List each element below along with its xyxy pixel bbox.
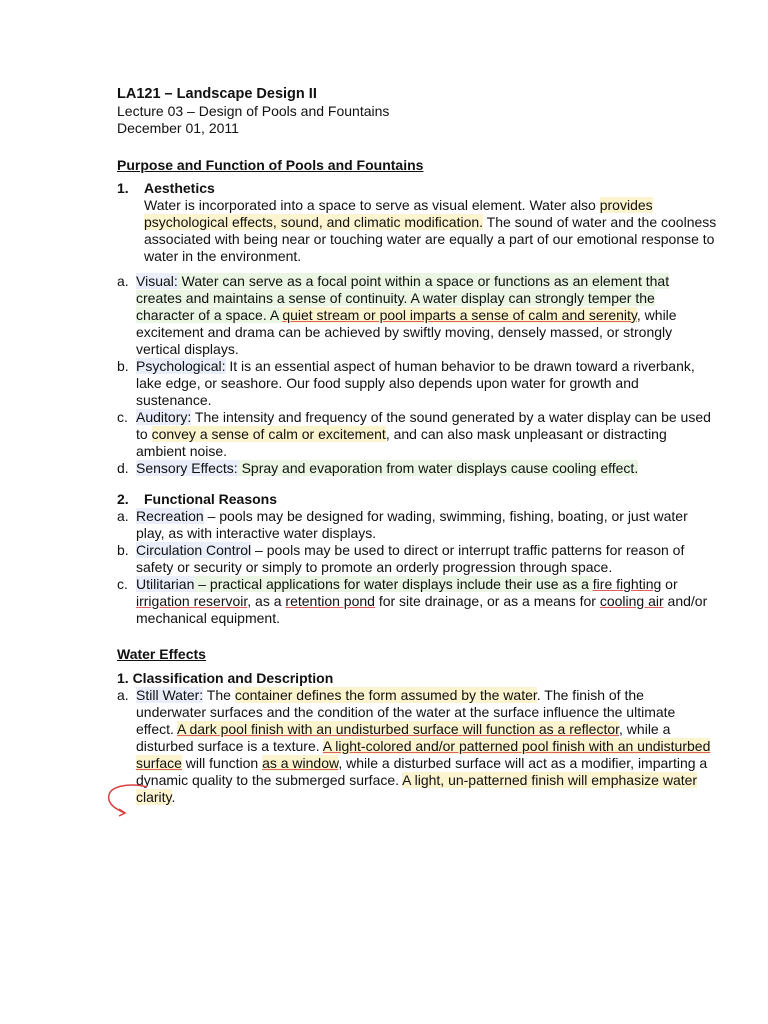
list-item-text xyxy=(136,409,717,460)
intro-text-2: The sound of water and the coolness associated with being near or touching water are equally a part of our emotional response to water in the environment. xyxy=(144,214,717,264)
term-text-2: or xyxy=(661,576,678,592)
list-item-text xyxy=(136,687,717,806)
list-item xyxy=(117,409,717,460)
term-label: Psychological: xyxy=(136,358,226,374)
item-number: 2. xyxy=(117,491,129,507)
term-text: Water can serve as a focal point within a space or functions as an element that creates and maintains a sense of continuity. A water display can strongly temper the character of a space. A xyxy=(136,273,670,323)
term-text-2: , and can also mask unpleasant or distracting ambient noise. xyxy=(136,426,667,459)
term-text: The intensity and frequency of the sound generated by a water display can be used to xyxy=(136,409,711,442)
list-marker: a. xyxy=(117,508,129,524)
underlined-term: retention pond xyxy=(285,593,375,609)
term-label: Utilitarian xyxy=(136,576,195,592)
aesthetics-list xyxy=(117,273,717,477)
list-item-text xyxy=(136,273,717,358)
list-item-text xyxy=(136,508,717,542)
term-highlight: container defines the form assumed by the water xyxy=(234,687,537,703)
underlined-term: irrigation reservoir xyxy=(136,593,248,609)
classification-list xyxy=(117,687,717,806)
intro-text: Water is incorporated into a space to serve as visual element. Water also xyxy=(144,197,600,213)
term-text: – pools may be used to direct or interrupt traffic patterns for reason of safety or security or simply to promote an orderly progression through space. xyxy=(136,542,685,575)
term-label: Sensory Effects: xyxy=(136,460,238,476)
term-highlight: A light, un-patterned finish will emphasize water clarity xyxy=(136,772,698,805)
functional-list xyxy=(117,508,717,627)
list-marker: a. xyxy=(117,687,129,703)
intro-highlight: provides psychological effects, sound, and climatic modification. xyxy=(144,197,653,230)
list-item xyxy=(117,576,717,627)
term-text: Spray and evaporation from water displays cause cooling effect. xyxy=(237,460,639,476)
list-item-text xyxy=(136,460,638,477)
term-highlight: A dark pool finish with an undisturbed surface will function as a reflector xyxy=(177,721,620,737)
list-item xyxy=(117,358,717,409)
item-number: 1. xyxy=(117,180,129,196)
list-item xyxy=(117,687,717,806)
term-text-4: for site drainage, or as a means for xyxy=(374,593,600,609)
term-text-4: will function xyxy=(181,755,263,771)
term-highlight: as a window xyxy=(262,755,339,771)
underlined-term: fire fighting xyxy=(592,576,662,592)
term-text-3: , while a disturbed surface is a texture. xyxy=(136,721,671,754)
term-label: Visual: xyxy=(136,273,178,289)
list-item xyxy=(117,460,717,477)
list-item-text xyxy=(136,542,717,576)
term-text: – practical applications for water displays include their use as a xyxy=(194,576,593,592)
term-label: Auditory: xyxy=(136,409,192,425)
item-heading-functional xyxy=(117,491,717,508)
document-page xyxy=(117,86,717,806)
item-title: Aesthetics xyxy=(144,180,215,196)
term-text: It is an essential aspect of human behavior to be drawn toward a riverbank, lake edge, or seashore. Our food supply also depends upon water for growth and sustenance. xyxy=(136,358,695,408)
list-item xyxy=(117,542,717,576)
term-highlight: quiet stream or pool imparts a sense of calm and serenity xyxy=(282,307,637,323)
section-heading-purpose: Purpose and Function of Pools and Fountains xyxy=(117,157,424,173)
item-heading-aesthetics xyxy=(117,180,717,197)
aesthetics-intro xyxy=(144,197,717,265)
term-label: Circulation Control xyxy=(136,542,252,558)
underlined-term: cooling air xyxy=(599,593,664,609)
term-text-5: and/or mechanical equipment. xyxy=(136,593,708,626)
item-heading-classification: 1. Classification and Description xyxy=(117,670,334,686)
list-marker: c. xyxy=(117,576,128,592)
list-marker: c. xyxy=(117,409,128,425)
lecture-title: Lecture 03 – Design of Pools and Fountains xyxy=(117,103,390,119)
term-highlight: convey a sense of calm or excitement xyxy=(151,426,386,442)
term-text-5: , while a disturbed surface will act as a modifier, imparting a dynamic quality to the submerged surface. xyxy=(136,755,708,788)
item-title: Functional Reasons xyxy=(144,491,278,507)
term-text-2: . The finish of the underwater surfaces and the condition of the water at the surface influence the ultimate effect. xyxy=(136,687,676,737)
term-text-3: , as a xyxy=(247,593,286,609)
term-text: The xyxy=(203,687,235,703)
list-marker: b. xyxy=(117,358,129,374)
course-title: LA121 – Landscape Design II xyxy=(117,86,317,102)
list-item-text xyxy=(136,358,717,409)
term-label: Still Water: xyxy=(136,687,204,703)
term-text-2: , while excitement and drama can be achieved by swiftly moving, densely massed, or strongly vertical displays. xyxy=(136,307,677,357)
list-item xyxy=(117,273,717,358)
list-marker: a. xyxy=(117,273,129,289)
list-item xyxy=(117,508,717,542)
list-item-text xyxy=(136,576,717,627)
list-marker: b. xyxy=(117,542,129,558)
term-text-6: . xyxy=(171,789,176,805)
section-heading-water-effects: Water Effects xyxy=(117,646,206,662)
term-text: – pools may be designed for wading, swimming, fishing, boating, or just water play, as with interactive water displays. xyxy=(136,508,688,541)
list-marker: d. xyxy=(117,460,129,476)
lecture-date: December 01, 2011 xyxy=(117,120,239,136)
term-label: Recreation xyxy=(136,508,204,524)
term-highlight: A light-colored and/or patterned pool finish with an undisturbed surface xyxy=(136,738,711,771)
annotation-arrow-icon xyxy=(103,783,151,817)
